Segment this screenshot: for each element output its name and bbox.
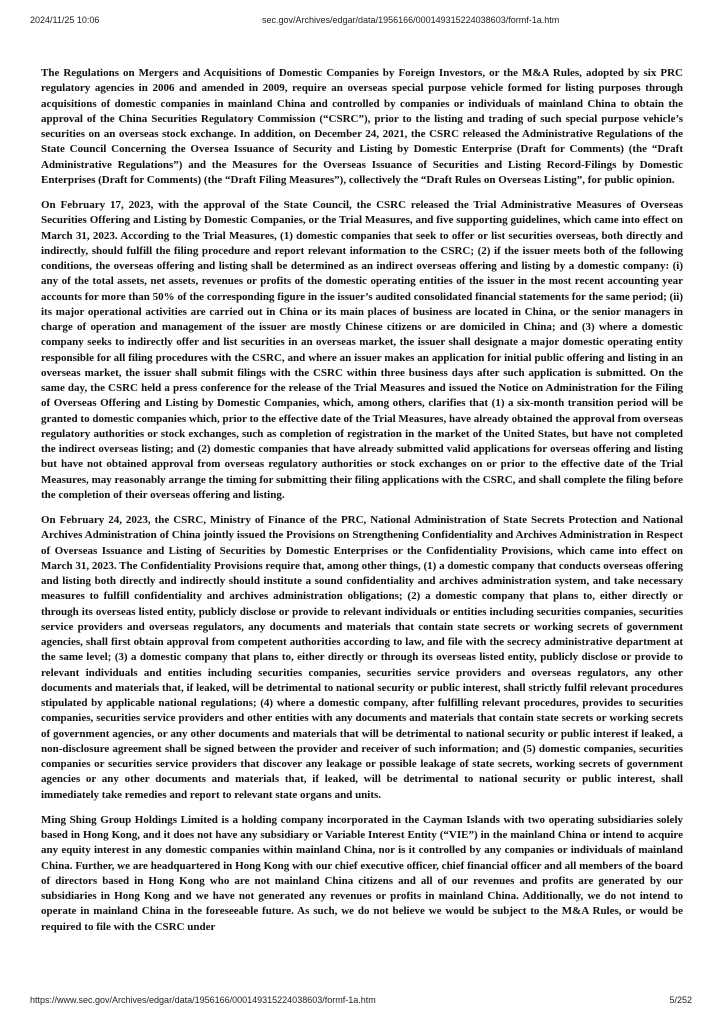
paragraph-confidentiality-provisions: On February 24, 2023, the CSRC, Ministry of Finance of the PRC, National Administration of State Secrets Protection and National Archives Administration of China jointly issued the Provisions on Strengthening Confidentiality and Archives Administration in Respect of Overseas Issuance and Listing of Securities by Domestic Enterprises or the Confidentiality Provisions, which came into effect on March 31, 2023. The Confidentiality Provisions require that, among other things, (1) a domestic company that conducts overseas offering and listing both directly and indirectly should institute a sound confidentiality and archives administration system, and take necessary measures to fulfill confidentiality and archives administration obligations; (2) a domestic company that plans to, either directly or through its overseas listed entity, publicly disclose or provide to relevant individuals or entities including securities companies, securities service providers and overseas regulators, any documents and materials that contain state secrets or working secrets of government agencies, shall first obtain approval from competent authorities according to law, and file with the secrecy administrative department at the same level; (3) a domestic company that plans to, either directly or through its overseas listed entity, publicly disclose or provide to relevant individuals and entities including securities companies, securities service providers and overseas regulators, any other documents and materials that, if leaked, will be detrimental to national security or public interest, shall strictly fulfil relevant procedures stipulated by applicable national regulations; (4) where a domestic company, after fulfilling relevant procedures, provides to securities companies, securities service providers and other entities with any documents and materials that contain state secrets or working secrets of government agencies, or any other documents and materials that will be detrimental to national security or public interest if leaked, a non-disclosure agreement shall be signed between the provider and receiver of such information; and (5) domestic companies, securities companies or securities service providers that discover any leakage or possible leakage of state secrets, working secrets of government agencies or any other documents and materials that, if leaked, will be detrimental to national security or public interest, shall immediately take remedies and report to relevant state organs and units. xyxy=(41,514,683,801)
paragraph-company-overview: Ming Shing Group Holdings Limited is a holding company incorporated in the Cayman Islands with two operating subsidiaries solely based in Hong Kong, and it does not have any subsidiary or Variable Interest Entity (“VIE”) in the mainland China or intend to acquire any equity interest in any domestic companies within mainland China, nor is it controlled by any companies or individuals of mainland China. Further, we are headquartered in Hong Kong with our chief executive officer, chief financial officer and all members of the board of directors based in Hong Kong who are not mainland China citizens and all of our revenues and profits are generated by our subsidiaries in Hong Kong and we have not generated any revenues or profits in mainland China. Additionally, we do not intend to operate in mainland China in the foreseeable future. As such, we do not believe we would be subject to the M&A Rules, or would be required to file with the CSRC under xyxy=(41,813,683,933)
print-datetime: 2024/11/25 10:06 xyxy=(30,15,100,25)
print-header xyxy=(30,15,694,29)
paragraph-ma-rules: The Regulations on Mergers and Acquisitions of Domestic Companies by Foreign Investors, or the M&A Rules, adopted by six PRC regulatory agencies in 2006 and amended in 2009, require an overseas special purpose vehicle formed for listing purposes through acquisitions of domestic companies in mainland China and controlled by companies or individuals of mainland China to obtain the approval of the China Securities Regulatory Commission (“CSRC”), prior to the listing and trading of such special purpose vehicle’s securities on an overseas stock exchange. In addition, on December 24, 2021, the CSRC released the Administrative Regulations of the State Council Concerning the Oversea Issuance of Security and Listing by Domestic Enterprise (Draft for Comments) (the “Draft Administrative Regulations”) and the Measures for the Overseas Issuance of Securities and Listing Record-Filings by Domestic Enterprises (Draft for Comments) (the “Draft Filing Measures”), collectively the “Draft Rules on Overseas Listing”, for public opinion. xyxy=(41,67,683,186)
print-footer xyxy=(30,995,694,1009)
print-page-title: sec.gov/Archives/edgar/data/1956166/000149315224038603/formf-1a.htm xyxy=(262,15,560,25)
document-body xyxy=(41,66,683,945)
print-url: https://www.sec.gov/Archives/edgar/data/1956166/000149315224038603/formf-1a.htm xyxy=(30,995,376,1005)
page-indicator: 5/252 xyxy=(669,995,692,1005)
paragraph-trial-measures: On February 17, 2023, with the approval of the State Council, the CSRC released the Trial Administrative Measures of Overseas Securities Offering and Listing by Domestic Companies, or the Trial Measures, and five supporting guidelines, which came into effect on March 31, 2023. According to the Trial Measures, (1) domestic companies that seek to offer or list securities overseas, both directly and indirectly, should fulfill the filing procedure and report relevant information to the CSRC; (2) if the issuer meets both of the following conditions, the overseas offering and listing shall be determined as an indirect overseas offering and listing by a domestic company: (i) any of the total assets, net assets, revenues or profits of the domestic operating entities of the issuer in the most recent accounting year accounts for more than 50% of the corresponding figure in the issuer’s audited consolidated financial statements for the same period; (ii) its major operational activities are carried out in China or its main places of business are located in China, or the senior managers in charge of operation and management of the issuer are mostly Chinese citizens or are domiciled in China; and (3) where a domestic company seeks to indirectly offer and list securities in an overseas market, the issuer shall designate a major domestic operating entity responsible for all filing procedures with the CSRC, and where an issuer makes an application for initial public offering and listing in an overseas market, the issuer shall submit filings with the CSRC within three business days after such application is submitted. On the same day, the CSRC held a press conference for the release of the Trial Measures and issued the Notice on Administration for the Filing of Overseas Offering and Listing by Domestic Companies, which, among others, clarifies that (1) a six-month transition period will be granted to domestic companies which, prior to the effective date of the Trial Measures, have already obtained the approval from overseas regulatory authorities or stock exchanges, such as completion of registration in the market of the United States, but have not completed the indirect overseas listing; and (2) domestic companies that have already submitted valid applications for overseas offering and listing but have not obtained approval from overseas regulatory authorities or stock exchanges on or prior to the effective date of the Trial Measures, may reasonably arrange the timing for submitting their filing applications with the CSRC, and shall complete the filing before the completion of their overseas offering and listing. xyxy=(41,199,683,501)
